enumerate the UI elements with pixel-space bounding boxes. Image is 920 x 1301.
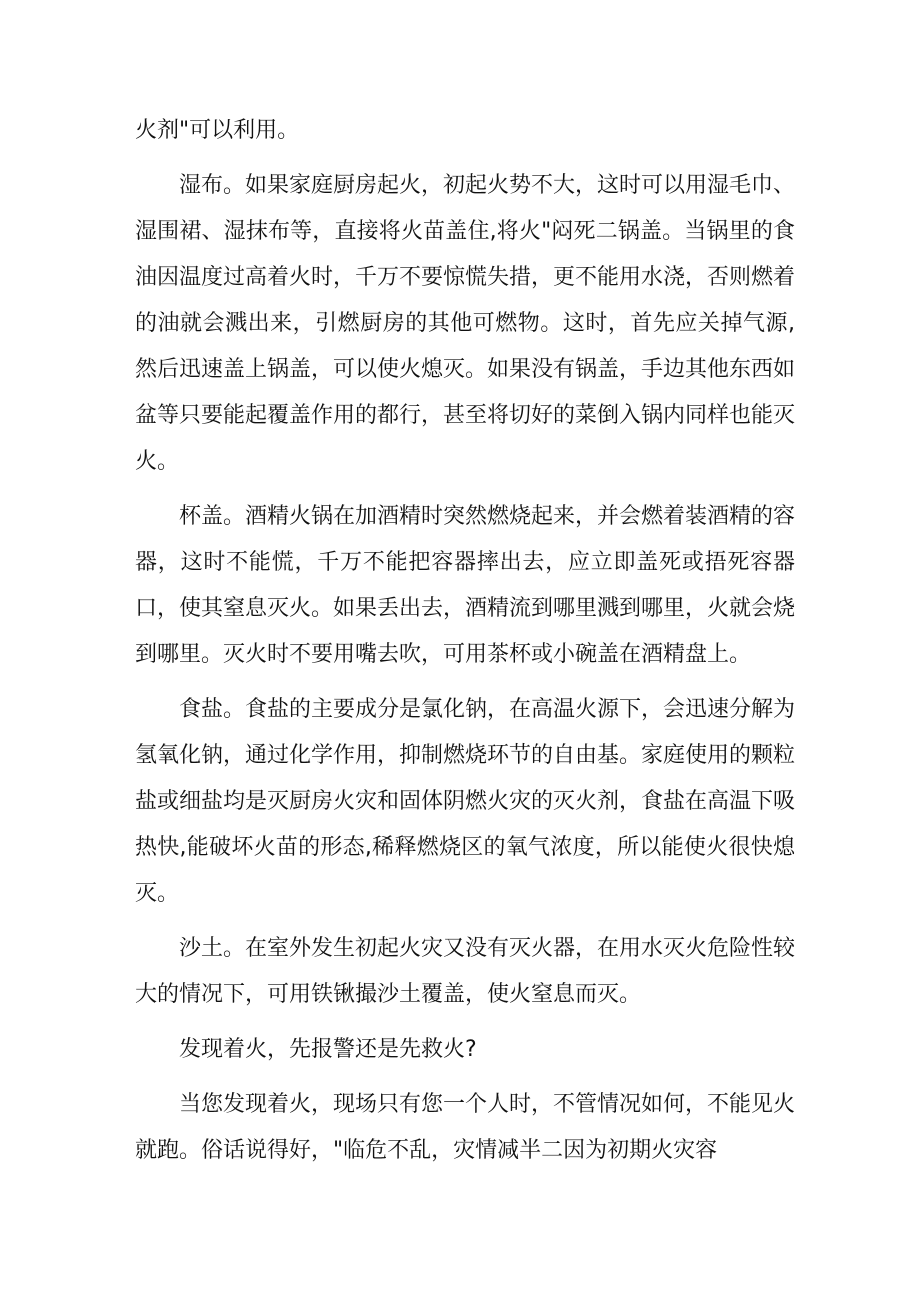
paragraph-sand: 沙土。在室外发生初起火灾又没有灭火器，在用水灭火危险性较大的情况下，可用铁锹撮沙土覆盖，使火窒息而灭。 — [135, 936, 796, 1007]
paragraph-continuation: 火剂"可以利用。 — [135, 118, 300, 143]
paragraph-salt: 食盐。食盐的主要成分是氯化钠，在高温火源下，会迅速分解为氢氧化钠，通过化学作用，抑制燃烧环节的自由基。家庭使用的颗粒盐或细盐均是灭厨房火灾和固体阴燃火灾的灭火剂，食盐在高温下吸热快,能破坏火苗的形态,稀释燃烧区的氧气浓度，所以能使火很快熄灭。 — [135, 697, 796, 906]
paragraph-discover-fire: 当您发现着火，现场只有您一个人时，不管情况如何，不能见火就跑。俗话说得好，"临危不乱，灾情减半二因为初期火灾容 — [135, 1092, 796, 1163]
paragraph-wet-cloth: 湿布。如果家庭厨房起火，初起火势不大，这时可以用湿毛巾、湿围裙、湿抹布等，直接将火苗盖住,将火"闷死二锅盖。当锅里的食油因温度过高着火时，千万不要惊慌失措，更不能用水浇，否则燃着的油就会溅出来，引燃厨房的其他可燃物。这时，首先应关掉气源,然后迅速盖上锅盖，可以使火熄灭。如果没有锅盖，手边其他东西如盆等只要能起覆盖作用的都行，甚至将切好的菜倒入锅内同样也能灭火。 — [135, 173, 796, 474]
document-page — [135, 108, 795, 1174]
paragraph-heading-alarm-or-extinguish: 发现着火，先报警还是先救火? — [179, 1037, 477, 1062]
paragraph-cup-lid: 杯盖。酒精火锅在加酒精时突然燃烧起来，并会燃着装酒精的容器，这时不能慌，千万不能把容器摔出去，应立即盖死或捂死容器口，使其窒息灭火。如果丢出去，酒精流到哪里溅到哪里，火就会烧到哪里。灭火时不要用嘴去吹，可用茶杯或小碗盖在酒精盘上。 — [135, 504, 796, 667]
